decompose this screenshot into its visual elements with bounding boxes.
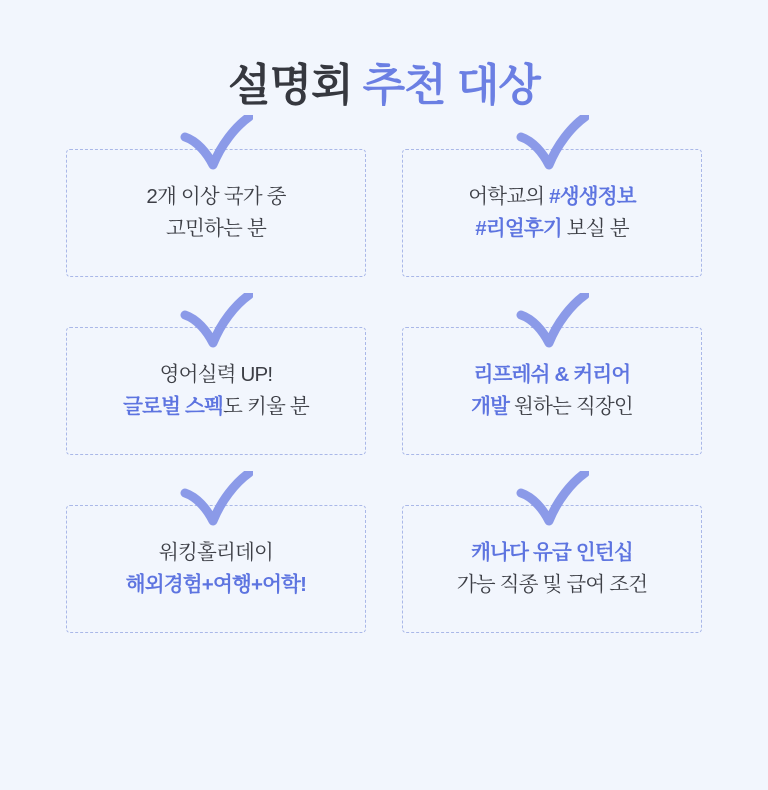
plain-text: 도 키울 분 bbox=[223, 395, 309, 418]
target-card-line bbox=[126, 537, 306, 569]
highlighted-text: 해외경험+여행+어학! bbox=[125, 573, 307, 596]
plain-text: 영어실력 UP! bbox=[159, 363, 273, 387]
target-card-line bbox=[457, 569, 648, 601]
target-card-text bbox=[146, 181, 285, 245]
target-card-grid bbox=[66, 113, 702, 633]
target-card-box bbox=[402, 149, 702, 277]
page-title bbox=[0, 0, 768, 113]
highlighted-text: 글로벌 스펙 bbox=[123, 395, 224, 418]
target-card bbox=[402, 327, 702, 455]
highlighted-text: #생생정보 bbox=[549, 185, 636, 209]
target-card bbox=[66, 505, 366, 633]
target-card-text bbox=[471, 359, 633, 423]
target-card-text bbox=[457, 537, 648, 601]
target-card-line bbox=[146, 181, 285, 213]
target-card-line bbox=[468, 181, 636, 213]
target-card bbox=[402, 149, 702, 277]
target-card bbox=[66, 327, 366, 455]
target-card-line bbox=[123, 391, 309, 423]
plain-text: 고민하는 분 bbox=[166, 217, 266, 240]
target-card-box bbox=[402, 327, 702, 455]
highlighted-text: #리얼후기 bbox=[475, 217, 562, 240]
page-title-part2: 추천 대상 bbox=[362, 61, 540, 110]
plain-text: 원하는 직장인 bbox=[509, 395, 633, 418]
plain-text: 어학교의 bbox=[468, 185, 550, 209]
target-card-text bbox=[468, 181, 636, 245]
target-card-line bbox=[471, 391, 633, 423]
target-card-box bbox=[66, 149, 366, 277]
highlighted-text: 리프레쉬 & 커리어 bbox=[473, 363, 631, 387]
highlighted-text: 캐나다 유급 인턴십 bbox=[471, 541, 633, 565]
target-card-box bbox=[402, 505, 702, 633]
plain-text: 워킹홀리데이 bbox=[158, 541, 274, 565]
target-card bbox=[66, 149, 366, 277]
target-card-line bbox=[471, 359, 633, 391]
target-card-line bbox=[126, 569, 306, 601]
target-card-text bbox=[123, 359, 309, 423]
target-card-line bbox=[468, 213, 636, 245]
plain-text: 2개 이상 국가 중 bbox=[146, 185, 286, 209]
plain-text: 보실 분 bbox=[561, 217, 629, 240]
target-card-line bbox=[457, 537, 648, 569]
plain-text: 가능 직종 및 급여 조건 bbox=[456, 573, 648, 596]
target-card-line bbox=[123, 359, 309, 391]
highlighted-text: 개발 bbox=[471, 395, 510, 418]
target-card-line bbox=[146, 213, 285, 245]
target-card-box bbox=[66, 505, 366, 633]
target-card-box bbox=[66, 327, 366, 455]
target-card-text bbox=[126, 537, 306, 601]
target-card bbox=[402, 505, 702, 633]
page-title-part1: 설명회 bbox=[228, 61, 353, 110]
